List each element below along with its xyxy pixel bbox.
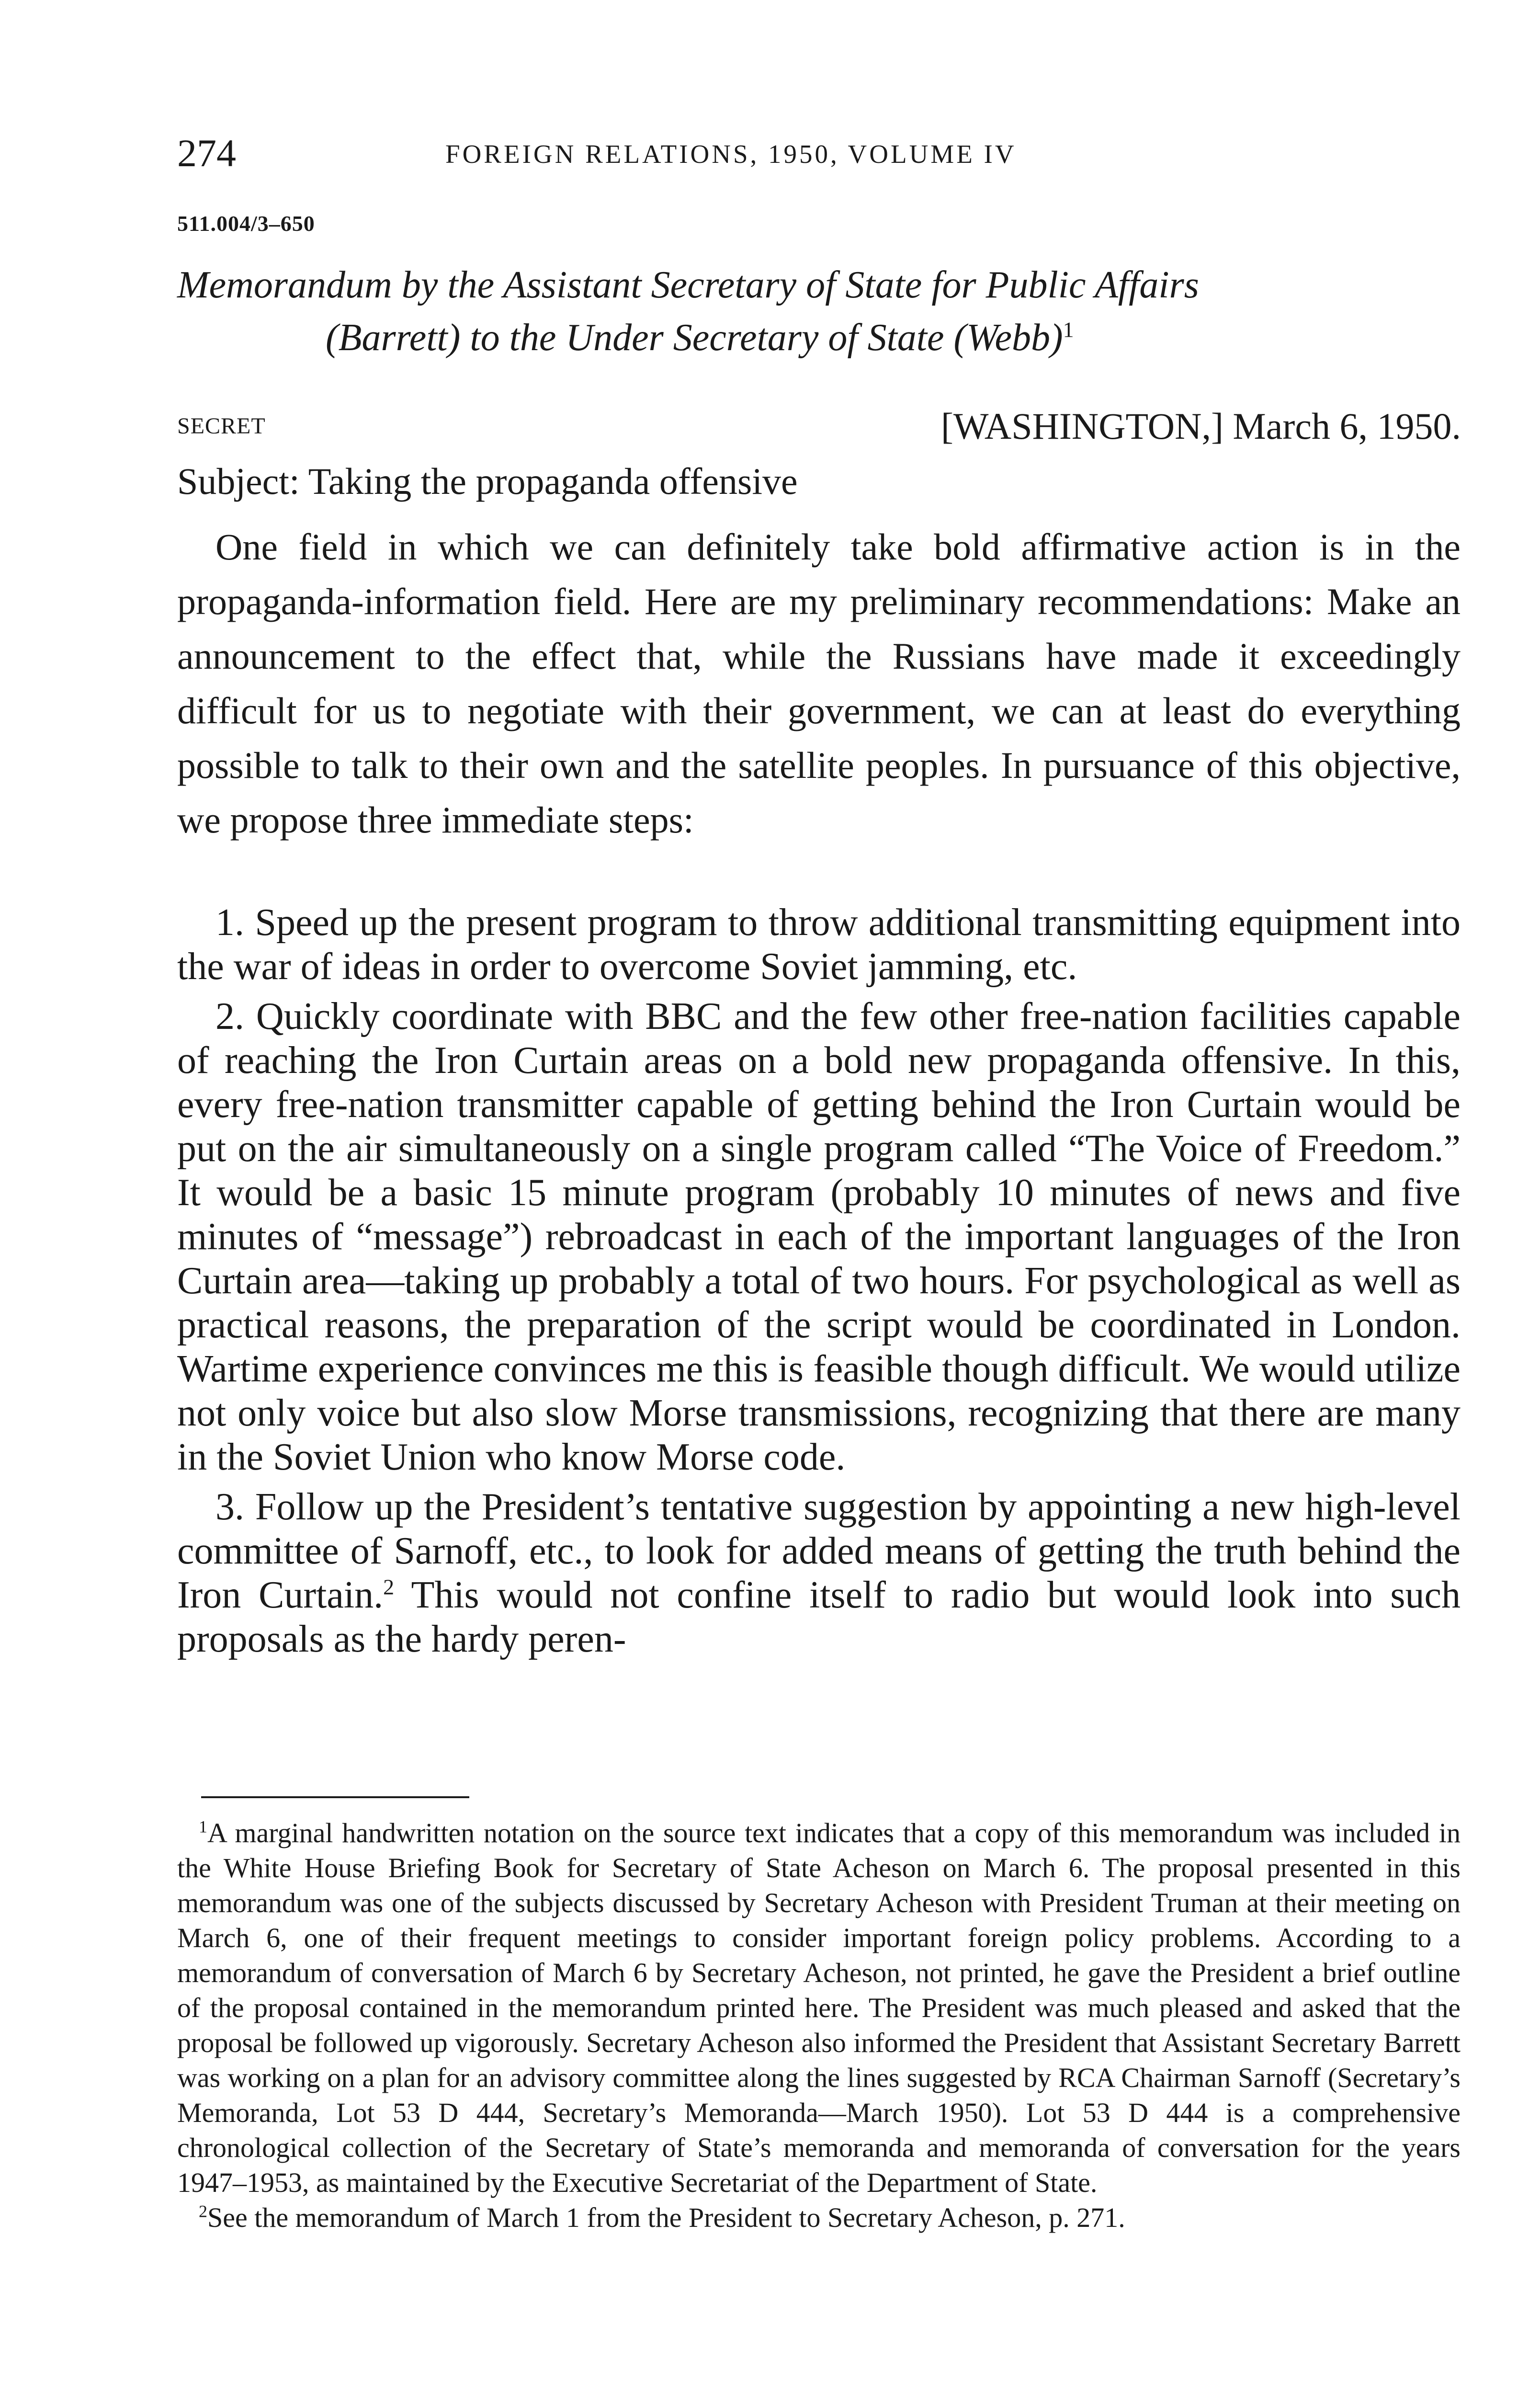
footnote-reference-2: 2 xyxy=(383,1574,395,1599)
footnote-2-text: See the memorandum of March 1 from the President to Secretary Acheson, p. 271. xyxy=(207,2202,1125,2233)
footnote-2-marker: 2 xyxy=(199,2201,207,2221)
file-number: 511.004/3–650 xyxy=(177,211,315,236)
numbered-steps xyxy=(177,901,1461,1667)
step-3-text-part-1: 3. Follow up the President’s tentative suggestion by appointing a new high-level committee of Sarnoff, etc., to look for added means of getting the truth behind the Iron Curtain. xyxy=(177,1486,1461,1616)
footnote-2 xyxy=(177,2200,1461,2235)
subject-line: Subject: Taking the propaganda offensive xyxy=(177,460,798,502)
page-number: 274 xyxy=(177,131,236,175)
body-intro xyxy=(177,520,1461,847)
document-title-line-2 xyxy=(177,311,1465,364)
footnote-divider xyxy=(201,1796,469,1798)
step-2: 2. Quickly coordinate with BBC and the few other free-nation facilities capable of reaching the Iron Curtain areas on a bold new propaganda offensive. In this, every free-nation transmitter capable of getting behind the Iron Curtain would be put on the air simultaneously on a single program called “The Voice of Freedom.” It would be a basic 15 minute program (probably 10 minutes of news and five minutes of “message”) rebroadcast in each of the important languages of the Iron Curtain area—taking up probably a total of two hours. For psychological as well as practical reasons, the preparation of the script would be coordinated in London. Wartime experience convinces me this is feasible though difficult. We would utilize not only voice but also slow Morse transmissions, recognizing that there are many in the Soviet Union who know Morse code. xyxy=(177,995,1461,1478)
document-title-line-1: Memorandum by the Assistant Secretary of State for Public Affairs xyxy=(177,264,1199,306)
document-title xyxy=(177,259,1465,364)
footnote-1 xyxy=(177,1815,1461,2200)
classification-marking: SECRET xyxy=(177,413,266,439)
dateline: [WASHINGTON,] March 6, 1950. xyxy=(940,405,1461,447)
step-1: 1. Speed up the present program to throw additional transmitting equipment into the war of ideas in order to overcome Soviet jamming, etc. xyxy=(177,901,1461,988)
step-3 xyxy=(177,1485,1461,1661)
footnote-1-text: A marginal handwritten notation on the source text indicates that a copy of this memorandum was included in the White House Briefing Book for Secretary of State Acheson on March 6. The proposal presented in this memorandum was one of the subjects discussed by Secretary Acheson with President Truman at their meeting on March 6, one of their frequent meetings to consider important foreign policy problems. According to a memorandum of conversation of March 6 by Secretary Acheson, not printed, he gave the President a brief outline of the proposal contained in the memorandum printed here. The President was much pleased and asked that the proposal be followed up vigorously. Secretary Acheson also informed the President that Assistant Secretary Barrett was working on a plan for an advisory committee along the lines suggested by RCA Chairman Sarnoff (Secretary’s Memoranda, Lot 53 D 444, Secretary’s Memoranda—March 1950). Lot 53 D 444 is a comprehensive chronological collection of the Secretary of State’s memoranda and memoranda of conversation for the years 1947–1953, as maintained by the Executive Secretariat of the Department of State. xyxy=(177,1817,1461,2198)
intro-paragraph: One field in which we can definitely take bold affirmative action is in the propaganda-information field. Here are my preliminary recommendations: Make an announcement to the effect that, while the Russians have made it exceedingly difficult for us to negotiate with their government, we can at least do everything possible to talk to their own and the satellite peoples. In pursuance of this objective, we propose three immediate steps: xyxy=(177,526,1461,841)
running-head xyxy=(177,129,1470,182)
step-3-text-part-2: This would not confine itself to radio but would look into such proposals as the hardy peren- xyxy=(177,1574,1461,1660)
volume-title: FOREIGN RELATIONS, 1950, VOLUME IV xyxy=(445,139,1017,169)
document-title-line-2-text: (Barrett) to the Under Secretary of State (Webb) xyxy=(326,317,1063,359)
footnote-1-marker: 1 xyxy=(199,1817,207,1836)
footnotes xyxy=(177,1815,1461,2235)
footnote-reference-1: 1 xyxy=(1063,317,1074,342)
